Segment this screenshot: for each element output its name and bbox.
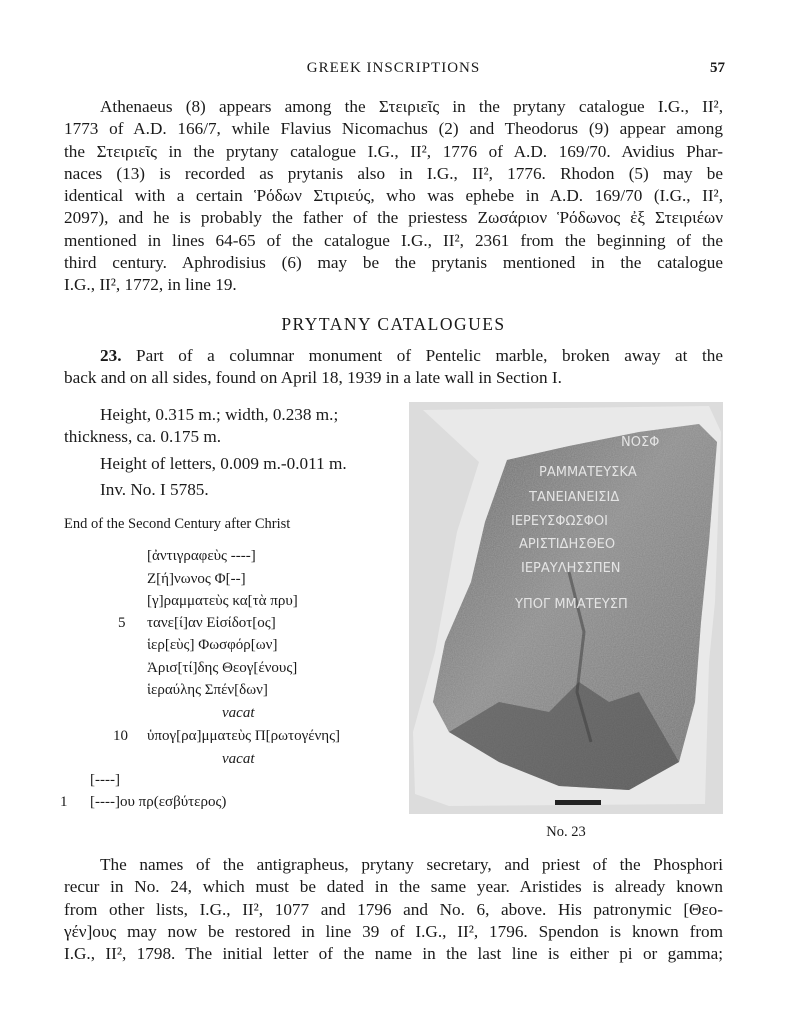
text-line: naces (13) is recorded as prytanis also in I.G., II², 1776. Rhodon (5) may be <box>64 163 723 183</box>
stone-letters: ΡΑΜΜΑΤΕΥΣΚΑ <box>539 465 637 480</box>
measure-height: Height, 0.315 m.; width, 0.238 m.; <box>100 405 339 424</box>
running-header-title: GREEK INSCRIPTIONS <box>306 60 481 76</box>
line-number: 1 <box>60 794 68 810</box>
inscription-line: ὑπογ[ρα]μματεὺς Π[ρωτογένης] <box>147 728 341 744</box>
inscription-line: τανε[ί]αν Εἰσίδοτ[ος] <box>147 615 276 631</box>
stone-letters: ΥΠΟΓ ΜΜΑΤΕΥΣΠ <box>515 597 628 612</box>
inscription-line: [----]ου πρ(εσβύτερος) <box>90 794 227 810</box>
text-line: the Στειριεῖς in the prytany catalogue I.G., II², 1776 of A.D. 169/70. Avidius Phar- <box>64 141 723 161</box>
inscription-line: [γ]ραμματεὺς κα[τὰ πρυ] <box>147 593 298 609</box>
inscription-photo <box>409 402 723 814</box>
scale-bar <box>555 800 601 805</box>
item-description <box>64 345 723 390</box>
line-number: 5 <box>118 615 126 631</box>
text-line: I.G., II², 1772, in line 19. <box>64 275 237 295</box>
stone-letters: ΑΡΙΣΤΙΔΗΣΘΕΟ <box>519 537 616 552</box>
text-line: Athenaeus (8) appears among the Στειριεῖς in the prytany catalogue I.G., II², <box>100 97 723 116</box>
vacat-label: vacat <box>222 751 255 767</box>
stone-letters: ΝΟΣΦ <box>621 435 660 450</box>
text-line: from other lists, I.G., II², 1077 and 1796 and No. 6, above. His patronymic [Θεο- <box>64 899 723 919</box>
closing-paragraph <box>64 854 723 965</box>
text-line: 1773 of A.D. 166/7, while Flavius Nicomachus (2) and Theodorus (9) appear among <box>64 119 723 139</box>
inscription-line: [----] <box>90 772 120 788</box>
inventory-number: Inv. No. I 5785. <box>100 479 209 499</box>
date-label: End of the Second Century after Christ <box>64 516 291 532</box>
stone-letters: ΙΕΡΕΥΣΦΩΣΦΟΙ <box>511 514 608 529</box>
text-line: I.G., II², 1798. The initial letter of the name in the last line is either pi or gamma; <box>64 944 723 964</box>
text-line: identical with a certain Ῥόδων Στιριεύς, who was ephebe in A.D. 169/70 (I.G., II², <box>64 186 723 206</box>
text-line: recur in No. 24, which must be dated in the same year. Aristides is already known <box>64 877 723 897</box>
stone-image <box>409 402 723 814</box>
inscription-line: ἱερ[εὺς] Φωσφόρ[ων] <box>147 637 278 653</box>
item-line-1 <box>64 345 723 367</box>
text-line: mentioned in lines 64-65 of the catalogue I.G., II², 2361 from the beginning of the <box>64 230 723 250</box>
text-line: third century. Aphrodisius (6) may be the prytanis mentioned in the catalogue <box>64 253 723 273</box>
stone-letters: ΤΑΝΕΙΑΝΕΙΣΙΔ <box>529 490 620 505</box>
item-number: 23. <box>100 346 122 365</box>
item-description-1: Part of a columnar monument of Pentelic marble, broken away at the <box>136 346 723 365</box>
measure-thickness: thickness, ca. 0.175 m. <box>64 427 222 447</box>
vacat-label: vacat <box>222 705 255 721</box>
photo-caption: No. 23 <box>546 824 586 840</box>
inscription-line: Ζ[ή]νωνος Φ[--] <box>147 571 246 587</box>
stone-letters: ΙΕΡΑΥΛΗΣΣΠΕΝ <box>521 561 621 576</box>
inscription-line: Ἀρισ[τί]δης Θεογ[ένους] <box>147 660 298 676</box>
page-number: 57 <box>710 60 725 76</box>
section-title: PRYTANY CATALOGUES <box>281 314 506 334</box>
text-line: γέν]ους may now be restored in line 39 of I.G., II², 1796. Spendon is known from <box>64 921 723 941</box>
inscription-line: [ἀντιγραφεὺς ----] <box>147 548 256 564</box>
measurements <box>64 404 399 501</box>
measure-letters: Height of letters, 0.009 m.-0.011 m. <box>100 453 347 473</box>
line-number: 10 <box>113 728 128 744</box>
text-line: The names of the antigrapheus, prytany secretary, and priest of the Phosphori <box>100 855 723 874</box>
item-description-2: back and on all sides, found on April 18, 1939 in a late wall in Section I. <box>64 368 562 388</box>
inscription-line: ἱεραύλης Σπέν[δων] <box>147 682 268 698</box>
text-line: 2097), and he is probably the father of the priestess Ζωσάριον Ῥόδωνος ἐξ Στειριέων <box>64 208 723 228</box>
intro-paragraph <box>64 96 723 297</box>
